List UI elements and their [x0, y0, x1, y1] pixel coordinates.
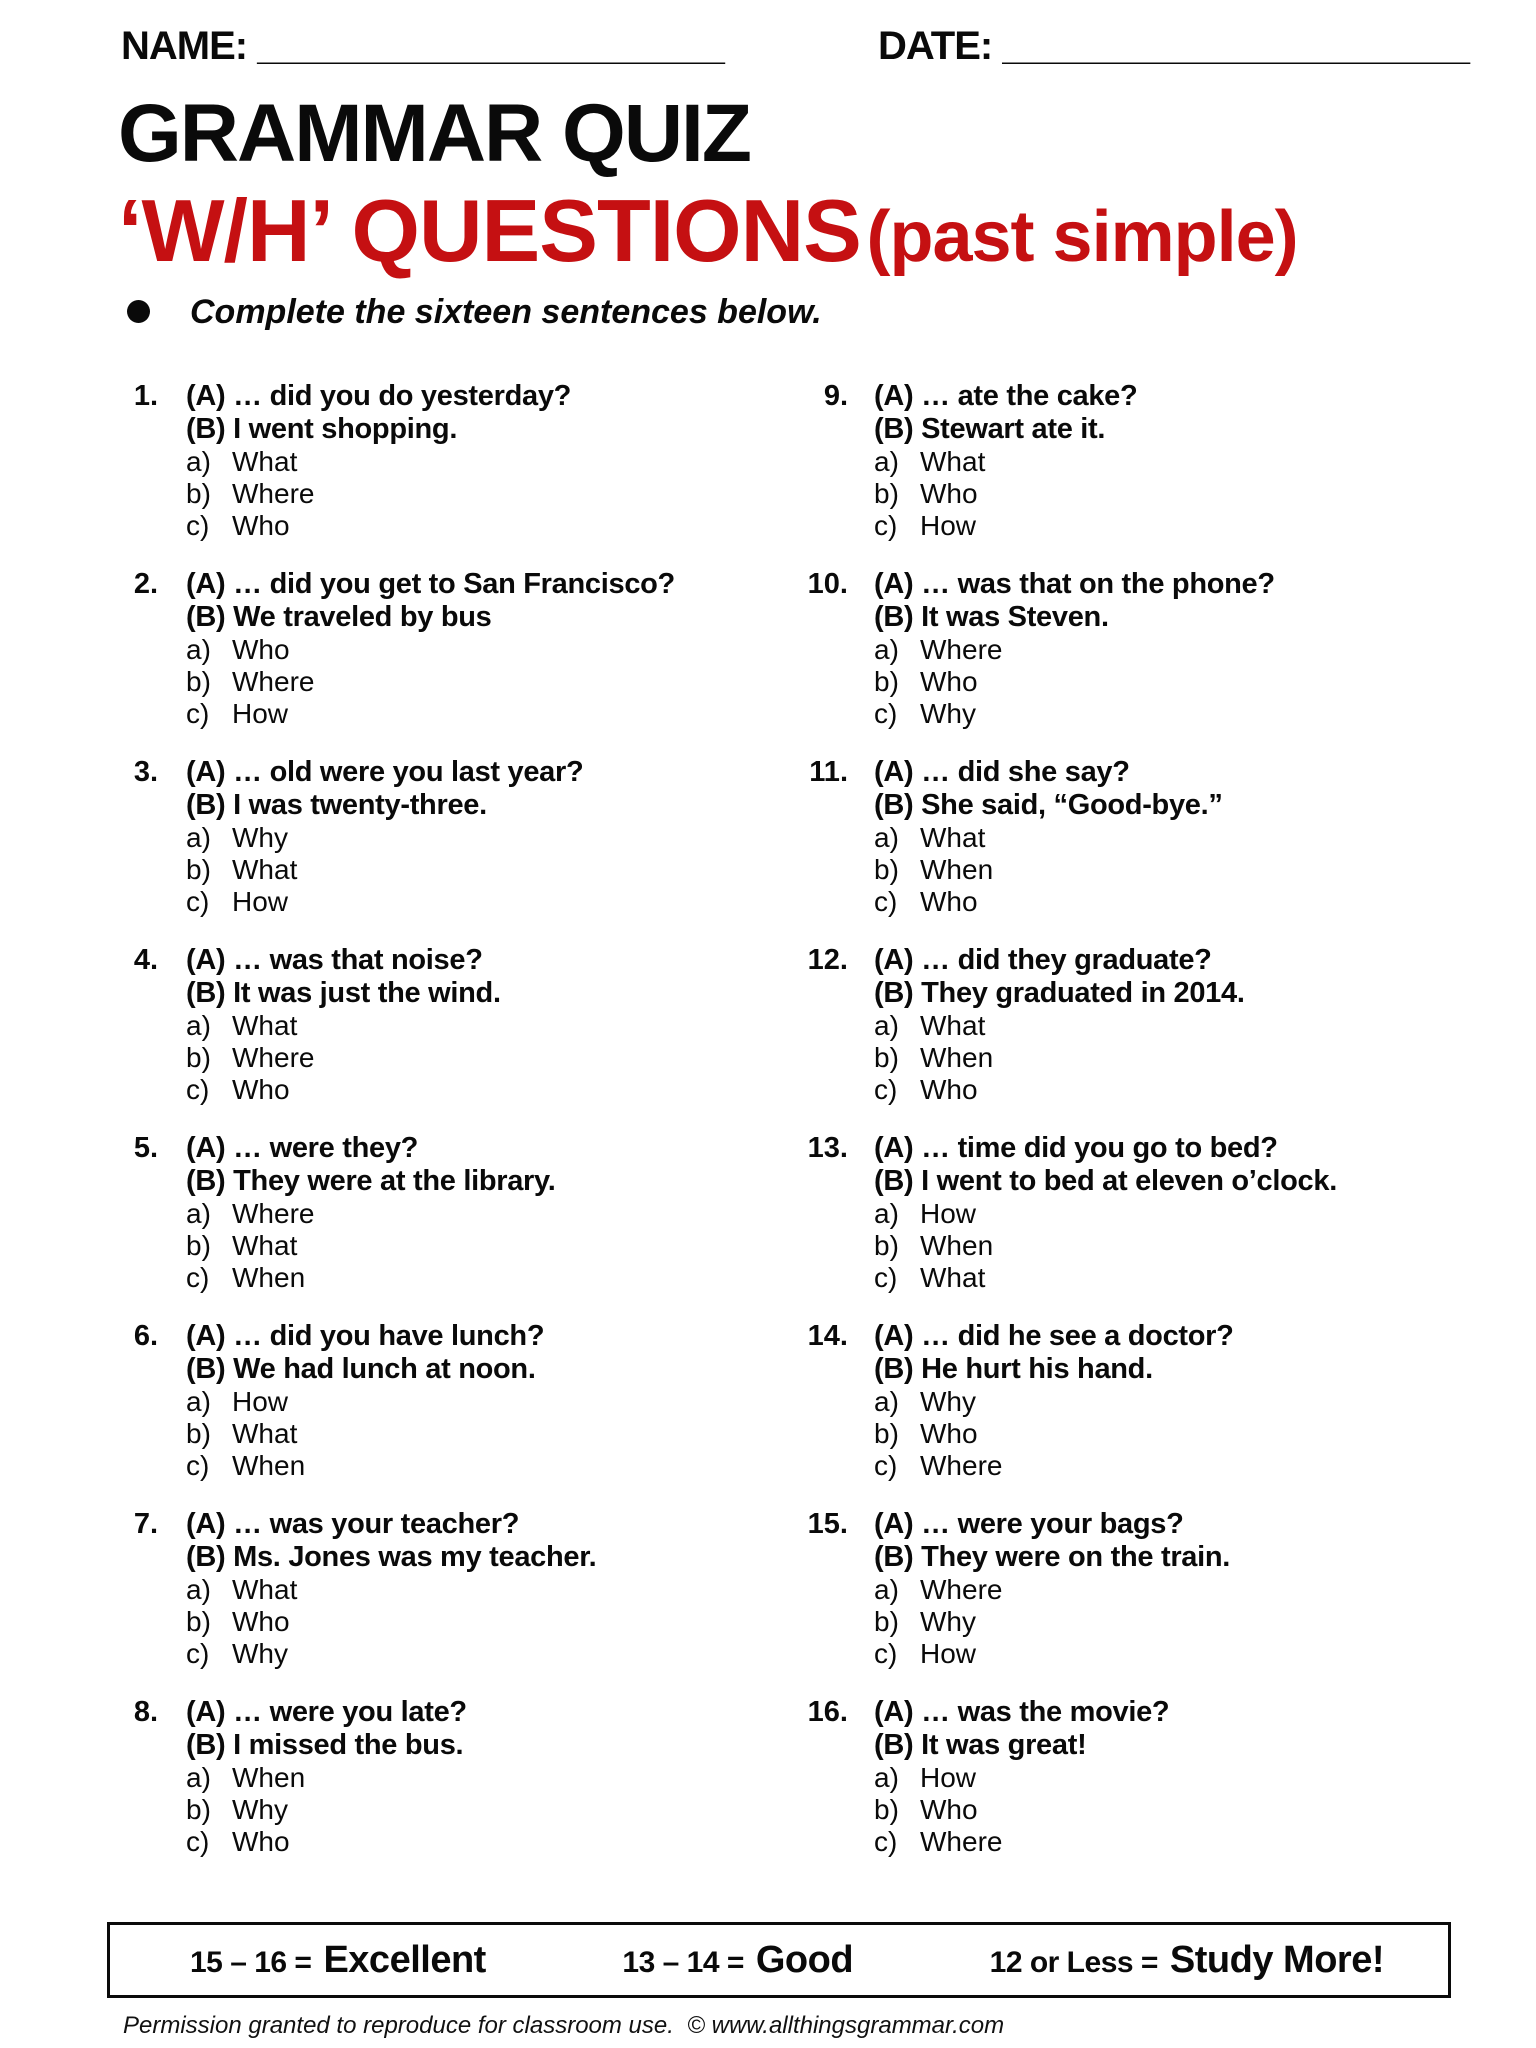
question-3	[68, 756, 718, 918]
option-text: How	[920, 510, 977, 541]
page-title: GRAMMAR QUIZ	[118, 88, 750, 179]
option-label: c)	[874, 886, 898, 917]
option-label: b)	[186, 854, 211, 885]
score-range: 13 – 14 =	[622, 1945, 744, 1979]
question-12-prompt-b: (B) They graduated in 2014.	[874, 977, 1245, 1009]
option-text: Who	[920, 478, 978, 509]
permission-note: Permission granted to reproduce for classroom use. © www.allthingsgrammar.com	[123, 2012, 1005, 2039]
option-text: Who	[232, 1074, 290, 1105]
question-4	[68, 944, 718, 1106]
option-text: What	[232, 446, 298, 477]
question-12-option-c	[874, 1074, 1478, 1106]
option-label: b)	[186, 1606, 211, 1637]
option-text: Who	[920, 1418, 978, 1449]
question-13-body	[874, 1132, 1478, 1294]
option-text: Where	[232, 1042, 315, 1073]
option-text: Where	[232, 478, 315, 509]
question-2-body	[186, 568, 718, 730]
option-text: What	[920, 446, 986, 477]
option-label: a)	[874, 1010, 899, 1041]
option-label: b)	[874, 1230, 899, 1261]
question-16-prompt-a: (A) … was the movie?	[874, 1696, 1170, 1728]
question-5-body	[186, 1132, 718, 1294]
question-11-number: 11.	[809, 756, 848, 788]
question-11	[758, 756, 1478, 918]
option-label: b)	[874, 1042, 899, 1073]
question-2	[68, 568, 718, 730]
questions-column-left	[68, 380, 718, 1884]
question-14-prompt-a: (A) … did he see a doctor?	[874, 1320, 1234, 1352]
option-label: c)	[186, 1638, 210, 1669]
option-label: a)	[186, 634, 211, 665]
question-10-prompt-a: (A) … was that on the phone?	[874, 568, 1275, 600]
question-6	[68, 1320, 718, 1482]
option-label: c)	[186, 1074, 210, 1105]
option-label: b)	[186, 1794, 211, 1825]
question-3-number: 3.	[133, 756, 158, 788]
option-label: c)	[874, 1826, 898, 1857]
question-5-prompt-b: (B) They were at the library.	[186, 1165, 556, 1197]
option-text: Why	[232, 1638, 288, 1669]
option-label: c)	[874, 1074, 898, 1105]
option-label: a)	[874, 822, 899, 853]
option-text: When	[920, 1230, 994, 1261]
option-label: c)	[186, 510, 210, 541]
option-text: What	[232, 1418, 298, 1449]
score-item-good	[622, 1939, 853, 1982]
question-8-prompt-a: (A) … were you late?	[186, 1696, 467, 1728]
question-4-option-c	[186, 1074, 718, 1106]
option-text: What	[232, 854, 298, 885]
option-text: Why	[232, 1794, 288, 1825]
question-8-body	[186, 1696, 718, 1858]
question-16-option-b	[874, 1794, 1478, 1826]
question-9-option-a	[874, 446, 1478, 478]
option-label: a)	[874, 1574, 899, 1605]
option-label: a)	[874, 634, 899, 665]
question-10-option-a	[874, 634, 1478, 666]
question-14-option-a	[874, 1386, 1478, 1418]
option-text: When	[232, 1262, 306, 1293]
option-text: When	[920, 854, 994, 885]
option-label: c)	[874, 1638, 898, 1669]
question-13-option-a	[874, 1198, 1478, 1230]
question-15-option-b	[874, 1606, 1478, 1638]
question-13-number: 13.	[807, 1132, 848, 1164]
question-7-option-a	[186, 1574, 718, 1606]
question-13-prompt-b: (B) I went to bed at eleven o’clock.	[874, 1165, 1337, 1197]
question-13-option-c	[874, 1262, 1478, 1294]
option-label: c)	[874, 1450, 898, 1481]
question-12-body	[874, 944, 1478, 1106]
question-9-number: 9.	[823, 380, 848, 412]
question-10-body	[874, 568, 1478, 730]
question-12-option-a	[874, 1010, 1478, 1042]
question-7-option-c	[186, 1638, 718, 1670]
option-text: How	[232, 1386, 289, 1417]
option-label: b)	[186, 1042, 211, 1073]
option-label: c)	[874, 510, 898, 541]
question-1	[68, 380, 718, 542]
question-9	[758, 380, 1478, 542]
question-2-prompt-a: (A) … did you get to San Francisco?	[186, 568, 675, 600]
question-7-number: 7.	[133, 1508, 158, 1540]
question-16-option-c	[874, 1826, 1478, 1858]
question-3-body	[186, 756, 718, 918]
question-2-number: 2.	[133, 568, 158, 600]
option-label: b)	[874, 1418, 899, 1449]
option-text: Where	[920, 634, 1003, 665]
question-6-option-c	[186, 1450, 718, 1482]
option-text: How	[232, 698, 289, 729]
option-text: Who	[232, 1606, 290, 1637]
question-1-body	[186, 380, 718, 542]
question-4-number: 4.	[133, 944, 158, 976]
option-text: Why	[920, 1386, 976, 1417]
question-10-number: 10.	[807, 568, 848, 600]
question-16-body	[874, 1696, 1478, 1858]
question-11-option-b	[874, 854, 1478, 886]
score-box	[107, 1922, 1451, 1998]
question-2-option-a	[186, 634, 718, 666]
option-text: What	[920, 822, 986, 853]
page-subtitle	[118, 181, 1298, 280]
question-6-prompt-a: (A) … did you have lunch?	[186, 1320, 545, 1352]
option-label: a)	[874, 1198, 899, 1229]
option-text: Who	[232, 634, 290, 665]
question-3-option-a	[186, 822, 718, 854]
question-14	[758, 1320, 1478, 1482]
date-label: DATE:	[878, 24, 993, 68]
option-label: a)	[186, 446, 211, 477]
question-16-number: 16.	[807, 1696, 848, 1728]
question-7-body	[186, 1508, 718, 1670]
question-16	[758, 1696, 1478, 1858]
option-label: b)	[874, 1794, 899, 1825]
option-text: How	[920, 1638, 977, 1669]
instruction-text: Complete the sixteen sentences below.	[190, 293, 822, 331]
option-label: b)	[186, 1418, 211, 1449]
score-item-excellent	[190, 1939, 486, 1982]
score-label: Good	[755, 1938, 854, 1981]
question-14-number: 14.	[807, 1320, 848, 1352]
option-text: When	[232, 1450, 306, 1481]
question-9-prompt-b: (B) Stewart ate it.	[874, 413, 1106, 445]
option-text: What	[232, 1230, 298, 1261]
option-label: b)	[186, 478, 211, 509]
option-text: Who	[920, 666, 978, 697]
option-label: a)	[186, 1198, 211, 1229]
question-16-option-a	[874, 1762, 1478, 1794]
question-7-prompt-b: (B) Ms. Jones was my teacher.	[186, 1541, 597, 1573]
question-1-option-c	[186, 510, 718, 542]
option-text: When	[920, 1042, 994, 1073]
option-text: What	[232, 1010, 298, 1041]
name-field	[121, 24, 723, 69]
question-8-option-a	[186, 1762, 718, 1794]
question-15	[758, 1508, 1478, 1670]
option-text: What	[920, 1262, 986, 1293]
question-2-option-c	[186, 698, 718, 730]
question-3-prompt-b: (B) I was twenty-three.	[186, 789, 487, 821]
date-blank-line: _______________________	[1002, 24, 1469, 68]
option-label: b)	[874, 1606, 899, 1637]
score-item-study-more	[990, 1939, 1384, 1982]
option-label: c)	[186, 1262, 210, 1293]
question-15-prompt-b: (B) They were on the train.	[874, 1541, 1231, 1573]
question-6-option-a	[186, 1386, 718, 1418]
question-9-body	[874, 380, 1478, 542]
question-7	[68, 1508, 718, 1670]
question-12-number: 12.	[807, 944, 848, 976]
option-label: a)	[186, 1762, 211, 1793]
question-14-option-c	[874, 1450, 1478, 1482]
option-label: b)	[874, 666, 899, 697]
name-label: NAME:	[121, 24, 248, 68]
option-label: a)	[186, 1574, 211, 1605]
option-label: c)	[186, 1826, 210, 1857]
question-11-option-c	[874, 886, 1478, 918]
question-4-body	[186, 944, 718, 1106]
question-5-option-b	[186, 1230, 718, 1262]
question-5-option-a	[186, 1198, 718, 1230]
question-7-prompt-a: (A) … was your teacher?	[186, 1508, 520, 1540]
score-range: 15 – 16 =	[190, 1945, 312, 1979]
option-text: What	[232, 1574, 298, 1605]
option-text: Where	[920, 1574, 1003, 1605]
question-13	[758, 1132, 1478, 1294]
question-15-body	[874, 1508, 1478, 1670]
option-label: a)	[186, 1010, 211, 1041]
option-label: b)	[186, 1230, 211, 1261]
question-5-option-c	[186, 1262, 718, 1294]
option-text: Where	[920, 1826, 1003, 1857]
question-6-prompt-b: (B) We had lunch at noon.	[186, 1353, 536, 1385]
option-text: Who	[232, 1826, 290, 1857]
subtitle-main: ‘W/H’ QUESTIONS	[118, 181, 861, 280]
question-3-option-c	[186, 886, 718, 918]
question-12-prompt-a: (A) … did they graduate?	[874, 944, 1212, 976]
subtitle-paren: (past simple)	[866, 197, 1298, 277]
question-11-option-a	[874, 822, 1478, 854]
option-label: a)	[186, 1386, 211, 1417]
option-text: What	[920, 1010, 986, 1041]
question-4-prompt-a: (A) … was that noise?	[186, 944, 483, 976]
question-14-body	[874, 1320, 1478, 1482]
question-10-prompt-b: (B) It was Steven.	[874, 601, 1109, 633]
question-4-prompt-b: (B) It was just the wind.	[186, 977, 501, 1009]
question-8-option-c	[186, 1826, 718, 1858]
question-8	[68, 1696, 718, 1858]
question-5	[68, 1132, 718, 1294]
date-field	[878, 24, 1468, 69]
option-text: Why	[232, 822, 288, 853]
question-11-prompt-a: (A) … did she say?	[874, 756, 1130, 788]
score-range: 12 or Less =	[989, 1945, 1158, 1979]
question-15-number: 15.	[807, 1508, 848, 1540]
question-3-option-b	[186, 854, 718, 886]
question-1-prompt-a: (A) … did you do yesterday?	[186, 380, 572, 412]
questions-column-right	[758, 380, 1478, 1884]
score-label: Excellent	[323, 1938, 486, 1981]
question-4-option-b	[186, 1042, 718, 1074]
question-11-body	[874, 756, 1478, 918]
question-13-prompt-a: (A) … time did you go to bed?	[874, 1132, 1278, 1164]
question-15-option-a	[874, 1574, 1478, 1606]
option-label: c)	[874, 698, 898, 729]
question-1-option-b	[186, 478, 718, 510]
question-3-prompt-a: (A) … old were you last year?	[186, 756, 584, 788]
question-5-number: 5.	[133, 1132, 158, 1164]
question-5-prompt-a: (A) … were they?	[186, 1132, 419, 1164]
option-label: a)	[874, 1762, 899, 1793]
option-text: Where	[232, 666, 315, 697]
question-8-number: 8.	[133, 1696, 158, 1728]
question-9-prompt-a: (A) … ate the cake?	[874, 380, 1138, 412]
question-6-body	[186, 1320, 718, 1482]
question-12	[758, 944, 1478, 1106]
option-text: Who	[920, 1074, 978, 1105]
question-16-prompt-b: (B) It was great!	[874, 1729, 1087, 1761]
question-15-prompt-a: (A) … were your bags?	[874, 1508, 1184, 1540]
option-text: Who	[232, 510, 290, 541]
name-blank-line: _______________________	[257, 24, 723, 68]
option-label: b)	[874, 854, 899, 885]
question-7-option-b	[186, 1606, 718, 1638]
option-text: Who	[920, 1794, 978, 1825]
question-14-option-b	[874, 1418, 1478, 1450]
option-label: c)	[874, 1262, 898, 1293]
option-text: When	[232, 1762, 306, 1793]
question-10-option-c	[874, 698, 1478, 730]
question-14-prompt-b: (B) He hurt his hand.	[874, 1353, 1153, 1385]
question-2-prompt-b: (B) We traveled by bus	[186, 601, 492, 633]
question-10-option-b	[874, 666, 1478, 698]
question-10	[758, 568, 1478, 730]
option-text: How	[920, 1762, 977, 1793]
question-12-option-b	[874, 1042, 1478, 1074]
question-1-number: 1.	[133, 380, 158, 412]
option-text: Where	[232, 1198, 315, 1229]
question-1-prompt-b: (B) I went shopping.	[186, 413, 458, 445]
option-label: a)	[186, 822, 211, 853]
option-label: c)	[186, 698, 210, 729]
question-6-option-b	[186, 1418, 718, 1450]
question-6-number: 6.	[133, 1320, 158, 1352]
question-15-option-c	[874, 1638, 1478, 1670]
option-label: a)	[874, 446, 899, 477]
instruction-line	[127, 294, 822, 330]
question-4-option-a	[186, 1010, 718, 1042]
option-label: c)	[186, 886, 210, 917]
option-text: How	[232, 886, 289, 917]
question-1-option-a	[186, 446, 718, 478]
option-label: a)	[874, 1386, 899, 1417]
option-label: b)	[874, 478, 899, 509]
bullet-icon	[127, 300, 150, 323]
option-label: c)	[186, 1450, 210, 1481]
option-text: Who	[920, 886, 978, 917]
question-2-option-b	[186, 666, 718, 698]
question-9-option-c	[874, 510, 1478, 542]
option-text: Where	[920, 1450, 1003, 1481]
option-label: b)	[186, 666, 211, 697]
option-text: Why	[920, 698, 976, 729]
question-13-option-b	[874, 1230, 1478, 1262]
question-9-option-b	[874, 478, 1478, 510]
option-text: How	[920, 1198, 977, 1229]
question-11-prompt-b: (B) She said, “Good-bye.”	[874, 789, 1223, 821]
question-8-option-b	[186, 1794, 718, 1826]
score-label: Study More!	[1169, 1938, 1384, 1981]
option-text: Why	[920, 1606, 976, 1637]
question-8-prompt-b: (B) I missed the bus.	[186, 1729, 464, 1761]
